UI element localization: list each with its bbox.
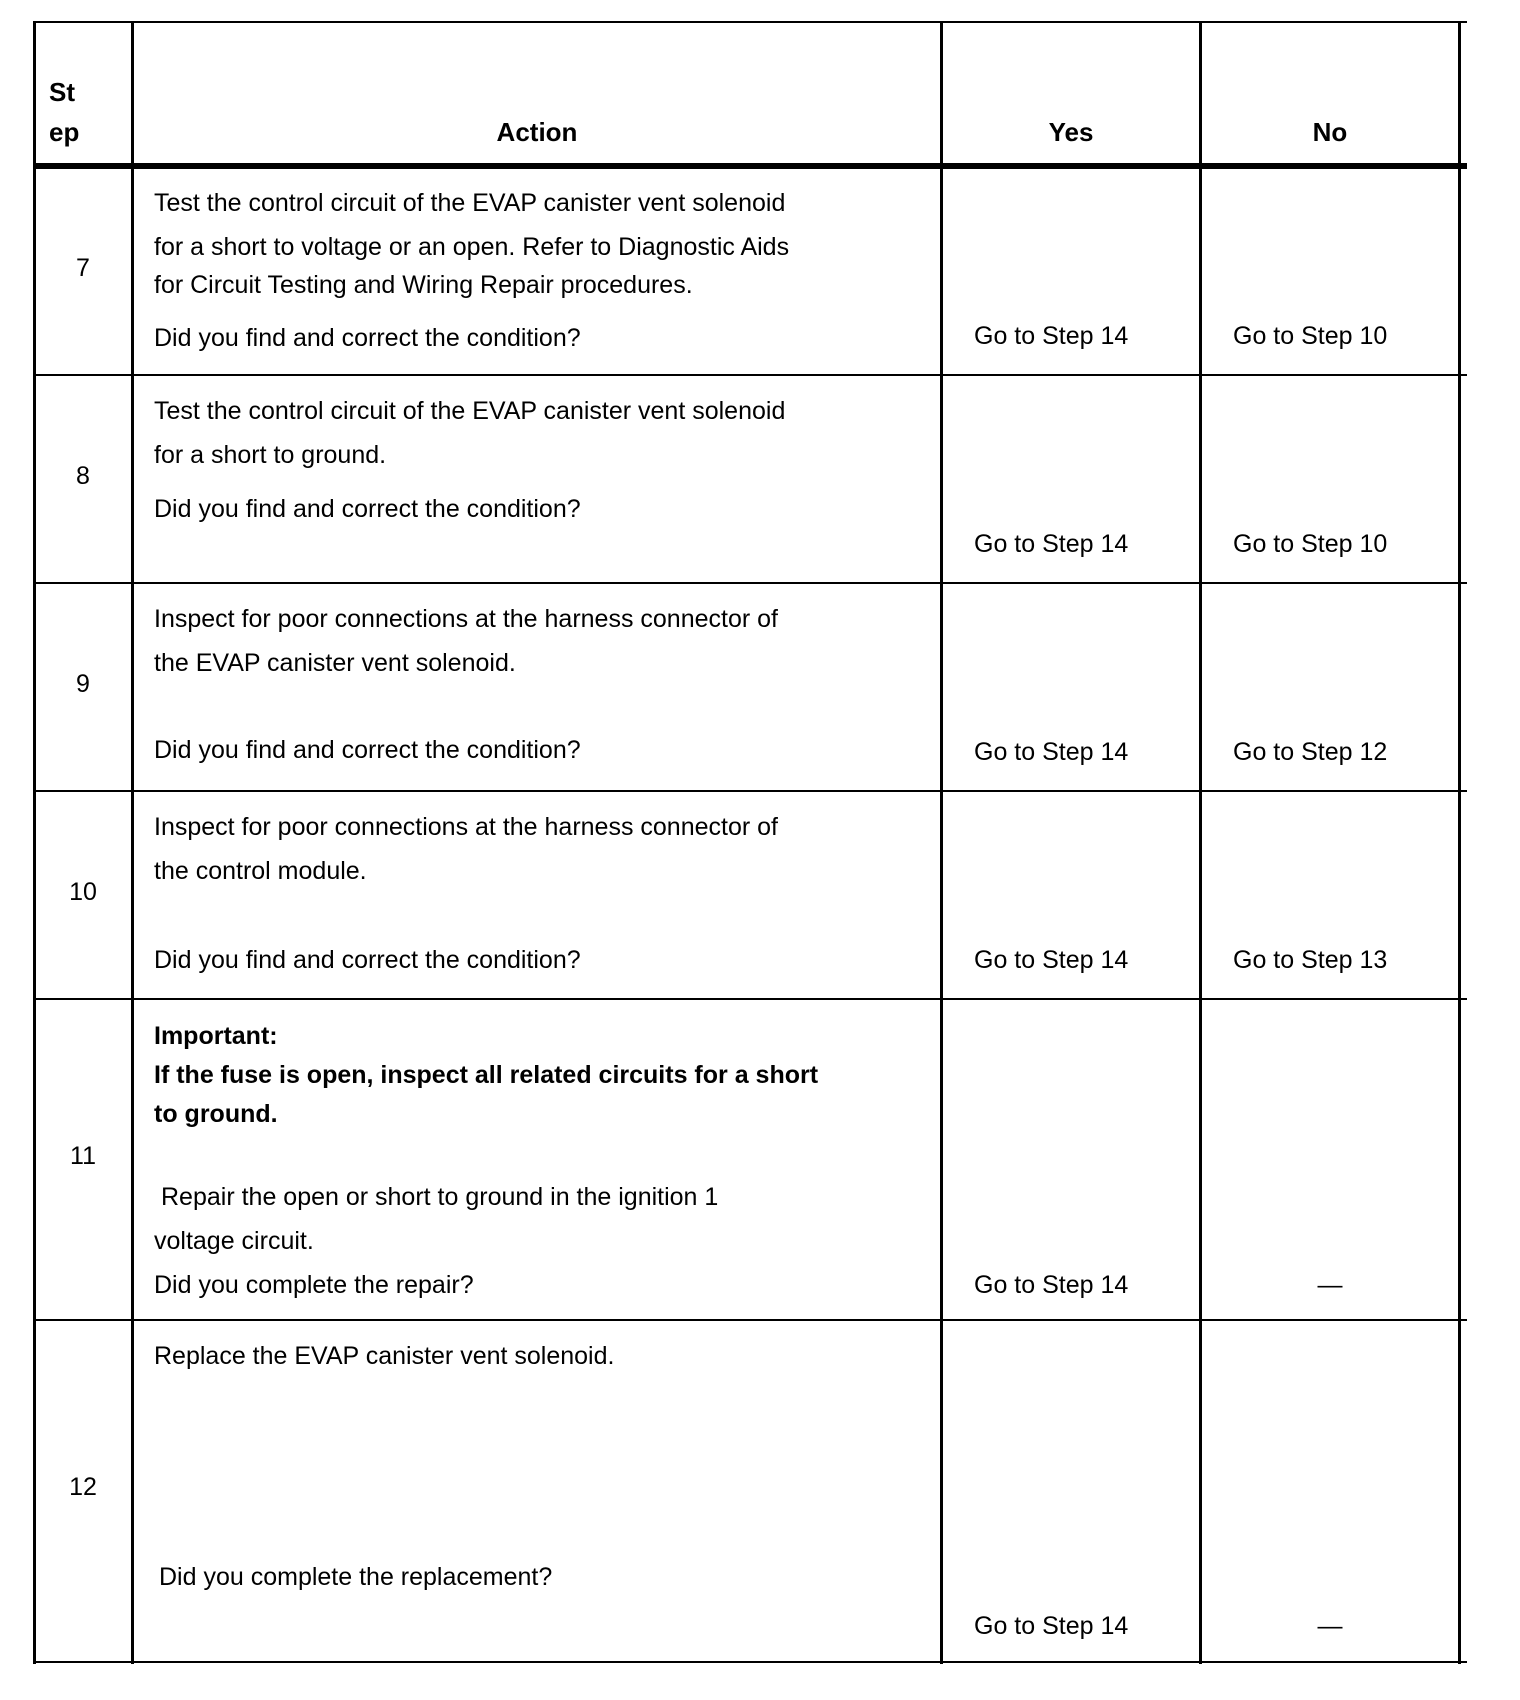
table-border-bottom	[33, 1661, 1467, 1663]
action-question: Did you find and correct the condition?	[154, 495, 581, 523]
action-text: for Circuit Testing and Wiring Repair procedures.	[154, 271, 693, 299]
yes-result: Go to Step 14	[974, 946, 1129, 974]
no-result: Go to Step 10	[1233, 530, 1388, 558]
yes-result: Go to Step 14	[974, 1612, 1129, 1640]
action-text: the EVAP canister vent solenoid.	[154, 649, 516, 677]
step-number: 12	[69, 1473, 97, 1501]
row-divider	[33, 374, 1467, 376]
action-question: Did you complete the repair?	[154, 1271, 474, 1299]
no-result: Go to Step 13	[1233, 946, 1388, 974]
action-text: Inspect for poor connections at the harness connector of	[154, 813, 778, 841]
column-divider-yes	[1199, 21, 1202, 1664]
row-divider	[33, 998, 1467, 1000]
table-border-right	[1458, 21, 1461, 1664]
action-question: Did you find and correct the condition?	[154, 946, 581, 974]
action-text: Replace the EVAP canister vent solenoid.	[154, 1342, 615, 1370]
header-yes: Yes	[1048, 117, 1094, 147]
action-text: Repair the open or short to ground in the ignition 1	[161, 1183, 719, 1211]
action-question: Did you find and correct the condition?	[154, 324, 581, 352]
diagnostic-table	[33, 21, 1467, 1664]
row-divider	[33, 1319, 1467, 1321]
action-question: Did you find and correct the condition?	[154, 736, 581, 764]
yes-result: Go to Step 14	[974, 1271, 1129, 1299]
no-result: Go to Step 12	[1233, 738, 1388, 766]
action-text: for a short to ground.	[154, 441, 387, 469]
important-label: Important:	[154, 1022, 278, 1050]
important-text: If the fuse is open, inspect all related circuits for a short	[154, 1061, 819, 1089]
important-text: to ground.	[154, 1100, 278, 1128]
yes-result: Go to Step 14	[974, 322, 1129, 350]
header-action: Action	[496, 117, 578, 147]
step-number: 9	[76, 670, 90, 698]
column-divider-action	[940, 21, 943, 1664]
header-step-line2: ep	[49, 117, 80, 147]
step-number: 8	[76, 462, 90, 490]
no-result: Go to Step 10	[1233, 322, 1388, 350]
step-number: 11	[70, 1142, 96, 1170]
step-number: 7	[76, 254, 90, 282]
row-divider	[33, 790, 1467, 792]
no-result: —	[1317, 1271, 1343, 1299]
action-text: Test the control circuit of the EVAP canister vent solenoid	[154, 397, 786, 425]
yes-result: Go to Step 14	[974, 530, 1129, 558]
row-divider	[33, 582, 1467, 584]
action-question: Did you complete the replacement?	[159, 1563, 553, 1591]
yes-result: Go to Step 14	[974, 738, 1129, 766]
step-number: 10	[69, 878, 97, 906]
action-text: voltage circuit.	[154, 1227, 314, 1255]
table-border-top	[33, 21, 1467, 23]
header-step-line1: St	[49, 77, 75, 107]
header-no: No	[1312, 117, 1348, 147]
action-text: for a short to voltage or an open. Refer to Diagnostic Aids	[154, 233, 790, 261]
action-text: the control module.	[154, 857, 367, 885]
action-text: Inspect for poor connections at the harness connector of	[154, 605, 778, 633]
action-text: Test the control circuit of the EVAP canister vent solenoid	[154, 189, 786, 217]
no-result: —	[1317, 1612, 1343, 1640]
header-divider	[33, 163, 1467, 169]
